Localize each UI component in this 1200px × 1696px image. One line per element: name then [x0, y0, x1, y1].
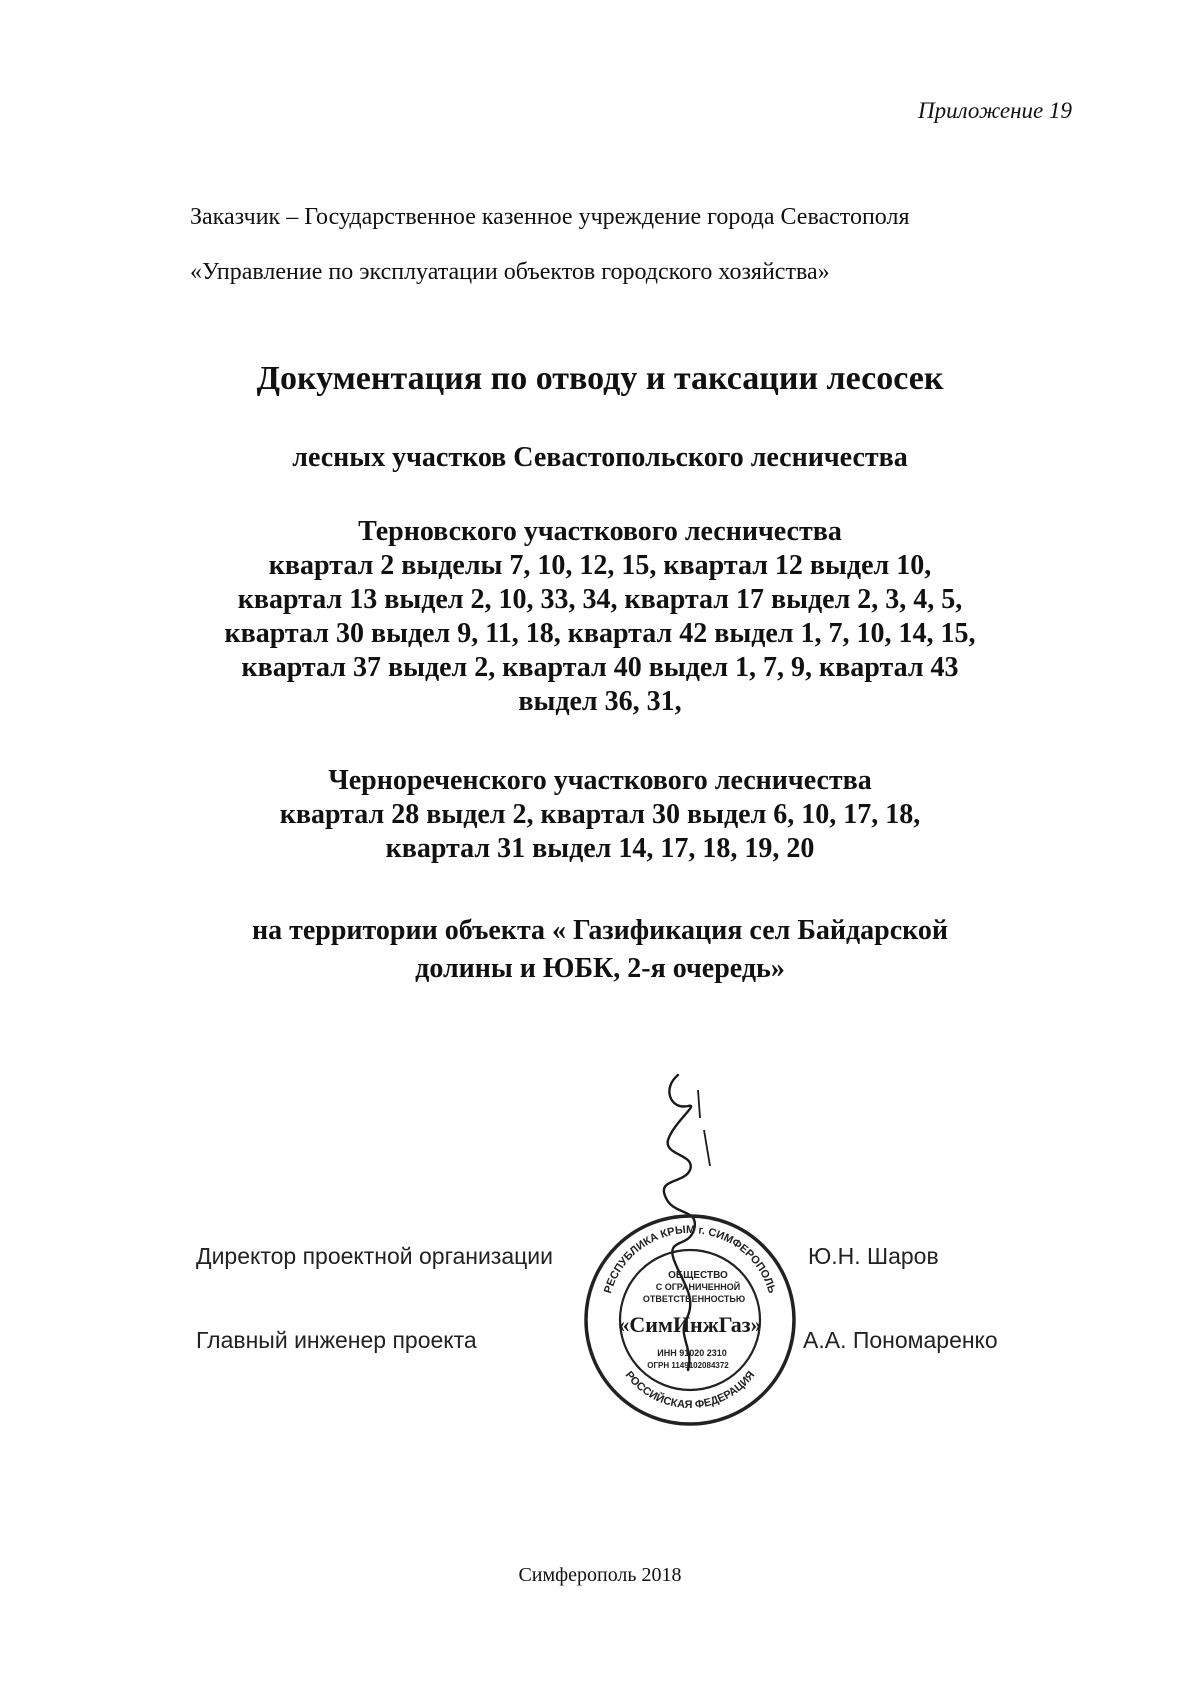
stamp-inner-2: С ОГРАНИЧЕННОЙ — [655, 1282, 741, 1292]
document-subtitle: лесных участков Севастопольского лесничества — [292, 442, 908, 473]
ternovsky-heading: Терновского участкового лесничества — [358, 516, 842, 547]
ternovsky-line: квартал 30 выдел 9, 11, 18, квартал 42 выдел 1, 7, 10, 14, 15, — [224, 618, 976, 649]
stamp-ring-top: РЕСПУБЛИКА КРЫМ г. СИМФЕРОПОЛЬ — [602, 1224, 778, 1295]
document-title: Документация по отводу и таксации лесосек — [256, 360, 944, 397]
ternovsky-line: квартал 13 выдел 2, 10, 33, 34, квартал 17 выдел 2, 3, 4, 5, — [237, 584, 963, 615]
chernorechensky-line: квартал 31 выдел 14, 17, 18, 19, 20 — [385, 833, 815, 864]
ternovsky-line: выдел 36, 31, — [518, 686, 682, 717]
object-line-2: долины и ЮБК, 2-я очередь» — [415, 953, 785, 984]
chernorechensky-heading: Чернореченского участкового лесничества — [328, 765, 872, 796]
stamp-ring-bottom: РОССИЙСКАЯ ФЕДЕРАЦИЯ — [622, 1369, 758, 1412]
customer-block — [190, 190, 910, 300]
director-role: Директор проектной организации — [196, 1243, 554, 1269]
ternovsky-line: квартал 37 выдел 2, квартал 40 выдел 1, 7, 9, квартал 43 — [241, 652, 959, 683]
ternovsky-section — [0, 515, 1200, 719]
chief-engineer-role: Главный инженер проекта — [196, 1327, 477, 1353]
object-line-1: на территории объекта « Газификация сел Байдарской — [251, 915, 949, 946]
appendix-label: Приложение 19 — [917, 98, 1072, 123]
stamp-company: «СимИнжГаз» — [618, 1312, 762, 1337]
director-name: Ю.Н. Шаров — [808, 1243, 939, 1269]
customer-line-1: Заказчик – Государственное казенное учреждение города Севастополя — [190, 204, 910, 230]
stamp-inner-3: ОТВЕТСТВЕННОСТЬЮ — [642, 1294, 746, 1304]
footer-city-year: Симферополь 2018 — [518, 1564, 682, 1586]
chernorechensky-section — [0, 764, 1200, 866]
company-stamp — [570, 1070, 810, 1430]
chernorechensky-line: квартал 28 выдел 2, квартал 30 выдел 6, 10, 17, 18, — [279, 799, 921, 830]
stamp-ogrn: ОГРН 1149102084372 — [647, 1361, 729, 1370]
ternovsky-line: квартал 2 выделы 7, 10, 12, 15, квартал 12 выдел 10, — [268, 550, 932, 581]
object-section — [0, 912, 1200, 988]
chief-engineer-name: А.А. Пономаренко — [803, 1327, 998, 1353]
stamp-inn: ИНН 91020 2310 — [657, 1348, 727, 1358]
customer-line-2: «Управление по эксплуатации объектов городского хозяйства» — [190, 259, 830, 285]
stamp-inner-1: ОБЩЕСТВО — [668, 1270, 728, 1281]
